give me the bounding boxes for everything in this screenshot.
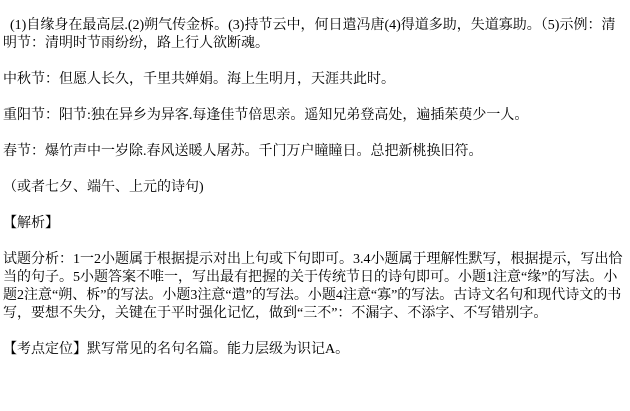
paragraph-mid-autumn: 中秋节：但愿人长久，千里共婵娟。海上生明月，天涯共此时。 xyxy=(3,72,395,87)
exam-point-section: 【考点定位】默写常见的名句名篇。能力层级为识记A。 xyxy=(3,342,350,357)
paragraph-answers: (1)自缘身在最高层.(2)朔气传金柝。(3)持节云中，何日遣冯唐(4)得道多助，失道寡助。（5)示例：清明节：清明时节雨纷纷，路上行人欲断魂。 xyxy=(3,18,616,51)
paragraph-double-ninth: 重阳节：阳节:独在异乡为异客.每逢佳节倍思亲。遥知兄弟登高处，遍插茱萸少一人。 xyxy=(3,108,529,123)
analysis-section-header: 【解析】 xyxy=(3,216,59,231)
paragraph-spring-festival: 春节：爆竹声中一岁除.春风送暖人屠苏。千门万户瞳瞳日。总把新桃换旧符。 xyxy=(3,144,483,159)
analysis-section-body: 试题分析：1一2小题属于根据提示对出上句或下句即可。3.4小题属于理解性默写，根据提示，写出恰当的句子。5小题答案不唯一，写出最有把握的关于传统节日的诗句即可。小题1注意“缘”的写法。小题2注意“朔、柝”的写法。小题3注意“遣”的写法。小题4注意“寡”的写法。古诗文名句和现代诗文的书写，要想不失分，关键在于平时强化记忆，做到“三不”：不漏字、不添字、不写错别字。 xyxy=(3,252,623,321)
paragraph-alternative-note: （或者七夕、端午、上元的诗句) xyxy=(3,180,204,195)
